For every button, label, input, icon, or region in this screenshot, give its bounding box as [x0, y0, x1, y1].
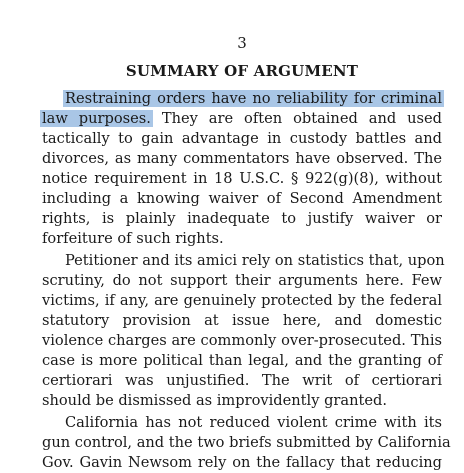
text-line: victims, if any, are genuinely protected by the federal	[42, 292, 442, 309]
text-line: including a knowing waiver of Second Amendment	[42, 190, 442, 207]
line-text: They are often obtained and used	[150, 110, 442, 127]
text-line: should be dismissed as improvidently granted.	[42, 392, 387, 409]
highlighted-text[interactable]: law purposes.	[42, 110, 151, 127]
text-line: divorces, as many commentators have observed. The	[42, 150, 442, 167]
text-line: violence charges are commonly over-prosecuted. This	[42, 332, 442, 349]
text-line: certiorari was unjustified. The writ of certiorari	[42, 372, 442, 389]
text-line: Gov. Gavin Newsom rely on the fallacy that reducing	[42, 454, 442, 471]
paragraph-2	[42, 251, 445, 411]
text-line: gun control, and the two briefs submitted by California	[42, 434, 451, 451]
text-line: scrutiny, do not support their arguments here. Few	[42, 272, 442, 289]
text-line: case is more political than legal, and the granting of	[42, 352, 442, 369]
text-line	[42, 89, 442, 109]
text-line: Petitioner and its amici rely on statistics that, upon	[65, 252, 445, 269]
highlighted-text[interactable]: Restraining orders have no reliability for criminal	[65, 90, 442, 107]
section-heading: SUMMARY OF ARGUMENT	[125, 62, 359, 80]
text-line: tactically to gain advantage in custody battles and	[42, 130, 442, 147]
page-number: 3	[237, 34, 247, 52]
text-line: notice requirement in 18 U.S.C. § 922(g)(8), without	[42, 170, 442, 187]
paragraph-1	[42, 89, 442, 249]
text-line: statutory provision at issue here, and domestic	[42, 312, 442, 329]
text-line: California has not reduced violent crime with its	[65, 414, 442, 431]
text-line: forfeiture of such rights.	[42, 230, 224, 247]
paragraph-3	[42, 413, 451, 473]
text-line	[42, 109, 442, 129]
text-line: rights, is plainly inadequate to justify waiver or	[42, 210, 442, 227]
